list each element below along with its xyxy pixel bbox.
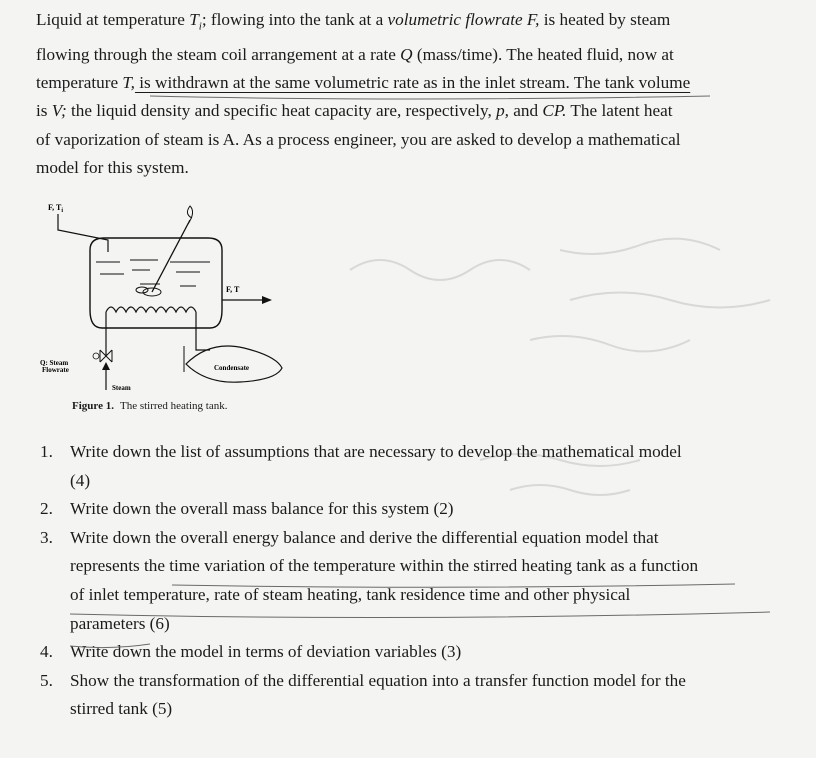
question-number: 2.: [40, 499, 53, 519]
tank-vessel: [90, 238, 222, 328]
problem-statement: [36, 6, 766, 182]
liquid-surface: [96, 260, 210, 262]
question-number: 5.: [40, 670, 53, 690]
question-item: 4. Write down the model in terms of deviation variables (3): [40, 638, 760, 667]
inlet-label: F, $T_i$: [48, 203, 64, 214]
question-item: 1. Write down the list of assumptions that are necessary to develop the mathematical model (4): [40, 438, 760, 495]
problem-line-3: temperature T, is withdrawn at the same volumetric rate as in the inlet stream. The tank volume: [36, 73, 691, 93]
question-item: 2. Write down the overall mass balance for this system (2): [40, 495, 760, 524]
stirrer-motor: [187, 206, 192, 224]
question-number: 4.: [40, 642, 53, 662]
problem-line-6: model for this system.: [36, 157, 189, 177]
problem-line-4: is V; the liquid density and specific heat capacity are, respectively, p, and CP. The latent heat: [36, 101, 673, 121]
steam-coil: [106, 307, 196, 312]
outlet-label: F, T: [226, 285, 240, 294]
stirrer-shaft: [152, 220, 190, 292]
question-number: 3.: [40, 527, 53, 547]
problem-line-2: flowing through the steam coil arrangement at a rate Q (mass/time). The heated fluid, now at: [36, 44, 674, 64]
steam-flowrate-label: Q: Steam Flowrate: [40, 359, 69, 374]
stirred-tank-figure: [40, 200, 340, 430]
figure-caption: Figure 1. The stirred heating tank.: [72, 400, 228, 412]
question-item: 5. Show the transformation of the differential equation into a transfer function model for the stirred tank (5): [40, 667, 760, 724]
condensate-label: Condensate: [214, 364, 250, 372]
steam-arrow-label: Steam: [112, 384, 131, 392]
inlet-pipe: [58, 214, 108, 252]
question-list: [40, 438, 760, 724]
problem-line-1: Liquid at temperature $T_i$; flowing into the tank at a volumetric flowrate F, is heated by steam: [36, 10, 671, 33]
outlet-arrow: [262, 296, 272, 304]
question-item: 3. Write down the overall energy balance and derive the differential equation model that represents the time variation of the temperature within the stirred heating tank as a function of inlet temperature, rate of steam heating, tank residence time and other physical parameters (6): [40, 524, 760, 638]
underlined-phrase: is withdrawn at the same volumetric rate as in the inlet stream. The tank volume: [134, 73, 691, 93]
problem-line-5: of vaporization of steam is A. As a process engineer, you are asked to develop a mathematical: [36, 129, 681, 149]
question-number: 1.: [40, 442, 53, 461]
